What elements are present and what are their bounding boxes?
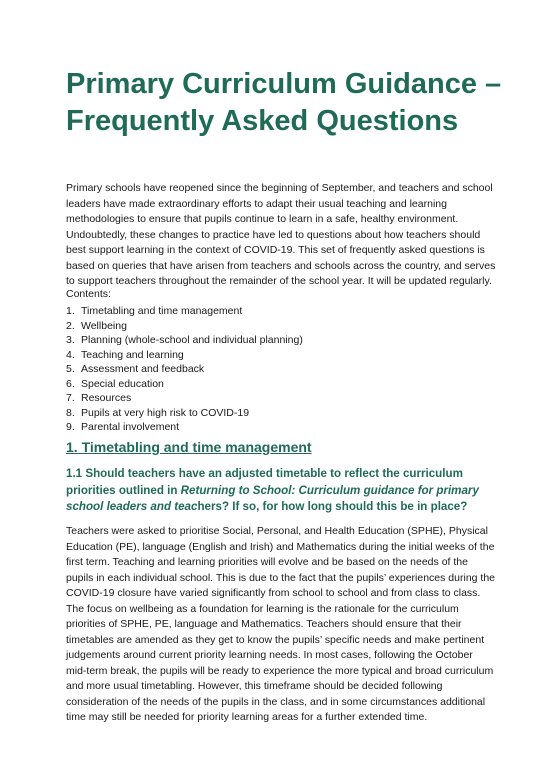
contents-item — [66, 319, 486, 334]
contents-item-text: Resources — [81, 392, 132, 404]
question-text-end: hers? If so, for how long should this be in place? — [197, 500, 468, 513]
contents-item-number: 7. — [66, 392, 75, 404]
contents-item-text: Timetabling and time management — [81, 305, 243, 317]
contents-item-number: 6. — [66, 377, 75, 390]
contents-item-number: 2. — [66, 319, 75, 332]
question-text-start: 1.1 Should teachers have an adjusted timetable to reflect the curriculum priorities outlined in — [66, 467, 463, 497]
contents-item-number: 3. — [66, 334, 75, 346]
answer-paragraph: Teachers were asked to prioritise Social, Personal, and Health Education (SPHE), Physical Education (PE), language (English and Irish) and Mathematics during the initial weeks of the first term. Teaching and learning priorities will evolve and be based on the needs of the pupils in each individual school. This is due to the fact that the pupils’ experiences during the COVID-19 closure have varied significantly from school to school and from class to class. The focus on wellbeing as a foundation for learning is the rationale for the curriculum priorities of SPHE, PE, language and Mathematics. Teachers should ensure that their timetables are amended as they get to know the pupils’ specific needs and make pertinent judgements around current priority learning needs. In most cases, following the October mid-term break, the pupils will be ready to experience the more typical and broad curriculum and more usual timetabling. However, this timeframe should be decided following consideration of the needs of the pupils in the class, and in some circumstances additional time may still be needed for priority learning areas for a further extended time. — [66, 525, 496, 723]
contents-item — [66, 391, 486, 406]
contents-list — [66, 304, 486, 435]
contents-item — [66, 333, 486, 348]
question-heading — [66, 466, 496, 516]
contents-item — [66, 420, 486, 435]
contents-item-number: 5. — [66, 363, 75, 375]
contents-item-text: Parental involvement — [81, 421, 180, 433]
contents-item-number: 1. — [66, 305, 75, 317]
contents-item-text: Assessment and feedback — [81, 363, 205, 375]
contents-item-number: 4. — [66, 348, 75, 361]
contents-item — [66, 362, 486, 377]
contents-item — [66, 304, 486, 319]
contents-item-number: 9. — [66, 421, 75, 433]
contents-item-text: Special education — [81, 377, 164, 390]
contents-item-text: Wellbeing — [81, 319, 127, 332]
contents-item-number: 8. — [66, 406, 75, 419]
section-heading: 1. Timetabling and time management — [66, 439, 312, 455]
contents-item — [66, 348, 486, 363]
intro-paragraph: Primary schools have reopened since the beginning of September, and teachers and school leaders have made extraordinary efforts to adapt their usual teaching and learning methodologies to ensure that pupils continue to learn in a safe, healthy environment. Undoubtedly, these changes to practice have led to questions about how teachers should best support learning in the context of COVID-19. This set of frequently asked questions is based on queries that have arisen from teachers and schools across the country, and serves to support teachers throughout the remainder of the school year. It will be updated regularly. — [66, 182, 496, 287]
contents-item-text: Pupils at very high risk to COVID-19 — [81, 406, 250, 419]
contents-label: Contents: — [66, 288, 111, 300]
contents-item — [66, 377, 486, 392]
contents-item — [66, 406, 486, 421]
page-title: Primary Curriculum Guidance – Frequently Asked Questions — [66, 68, 502, 137]
contents-item-text: Teaching and learning — [81, 348, 184, 361]
question-text-italic: Returning to School: Curriculum guidance for primary school leaders and teac — [66, 483, 479, 513]
contents-item-text: Planning (whole-school and individual planning) — [81, 334, 303, 346]
